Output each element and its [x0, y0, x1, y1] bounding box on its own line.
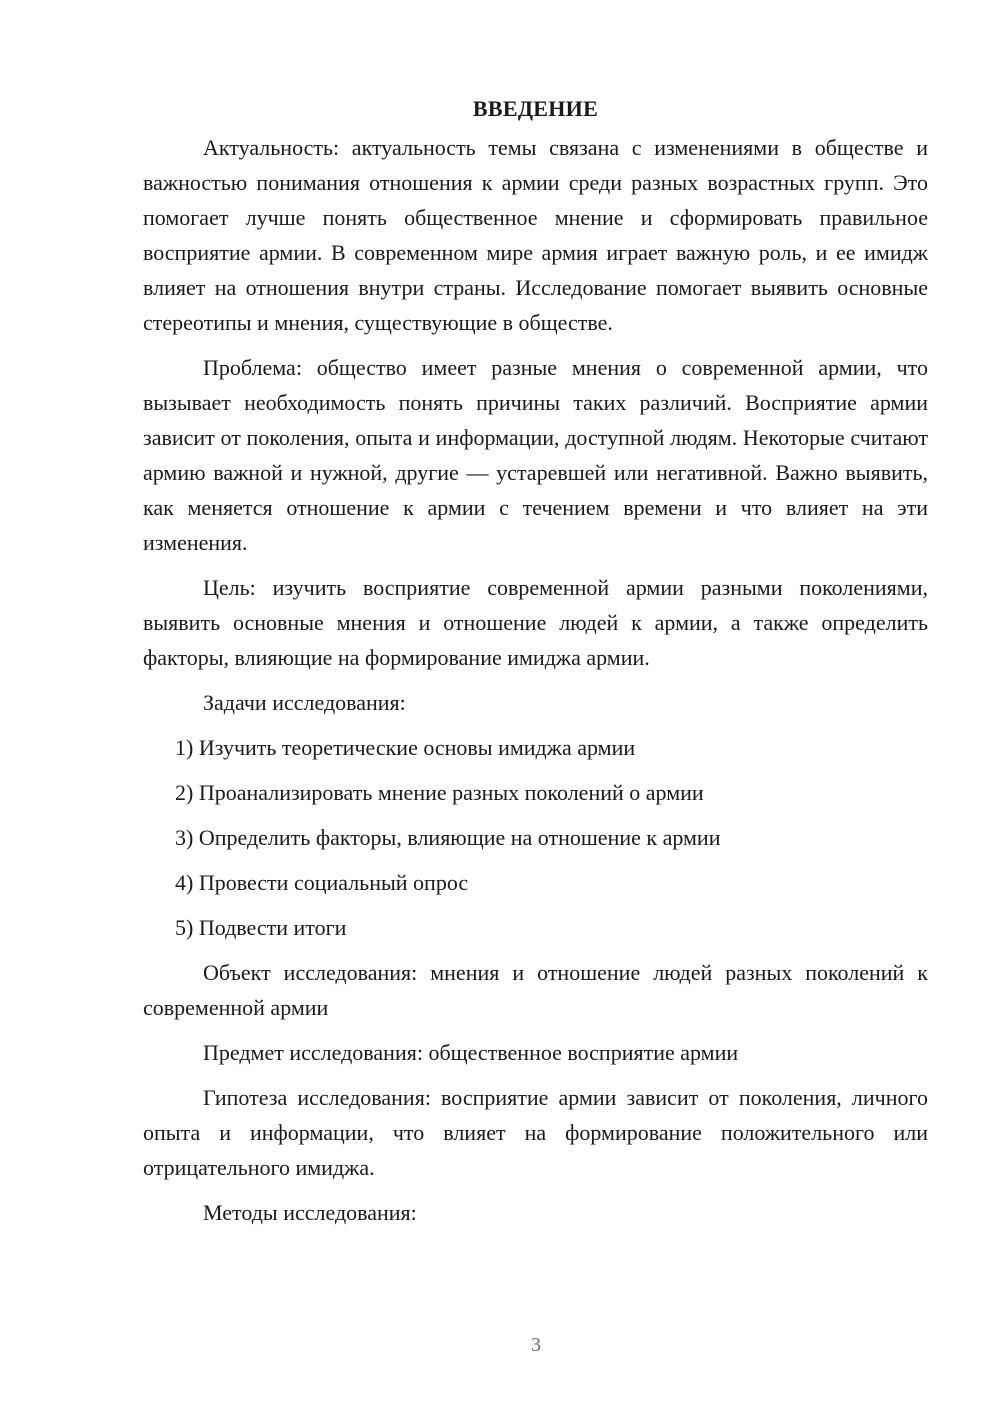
section-title: ВВЕДЕНИЕ [472, 96, 599, 121]
task-item: 5) Подвести итоги [175, 915, 347, 940]
object-paragraph: Объект исследования: мнения и отношение людей разных поколений к современной армии [143, 960, 928, 1020]
document-page [143, 94, 928, 1240]
page-number: 3 [531, 1334, 541, 1356]
task-item: 3) Определить факторы, влияющие на отношение к армии [175, 825, 721, 850]
tasks-list [143, 730, 928, 945]
relevance-paragraph: Актуальность: актуальность темы связана с изменениями в обществе и важностью понимания отношения к армии среди разных возрастных групп. Это помогает лучше понять общественное мнение и сформировать правильное восприятие армии. В современном мире армия играет важную роль, и ее имидж влияет на отношения внутри страны. Исследование помогает выявить основные стереотипы и мнения, существующие в обществе. [143, 135, 928, 335]
task-item: 4) Провести социальный опрос [175, 870, 469, 895]
task-item: 1) Изучить теоретические основы имиджа армии [175, 735, 636, 760]
hypothesis-paragraph: Гипотеза исследования: восприятие армии зависит от поколения, личного опыта и информации, что влияет на формирование положительного или отрицательного имиджа. [143, 1085, 928, 1180]
methods-heading: Методы исследования: [203, 1200, 417, 1225]
tasks-heading: Задачи исследования: [203, 690, 406, 715]
subject-paragraph: Предмет исследования: общественное восприятие армии [203, 1040, 739, 1065]
task-item: 2) Проанализировать мнение разных поколений о армии [175, 780, 704, 805]
problem-paragraph: Проблема: общество имеет разные мнения о современной армии, что вызывает необходимость понять причины таких различий. Восприятие армии зависит от поколения, опыта и информации, доступной людям. Некоторые считают армию важной и нужной, другие — устаревшей или негативной. Важно выявить, как меняется отношение к армии с течением времени и что влияет на эти изменения. [143, 355, 928, 555]
goal-paragraph: Цель: изучить восприятие современной армии разными поколениями, выявить основные мнения и отношение людей к армии, а также определить факторы, влияющие на формирование имиджа армии. [143, 575, 928, 670]
